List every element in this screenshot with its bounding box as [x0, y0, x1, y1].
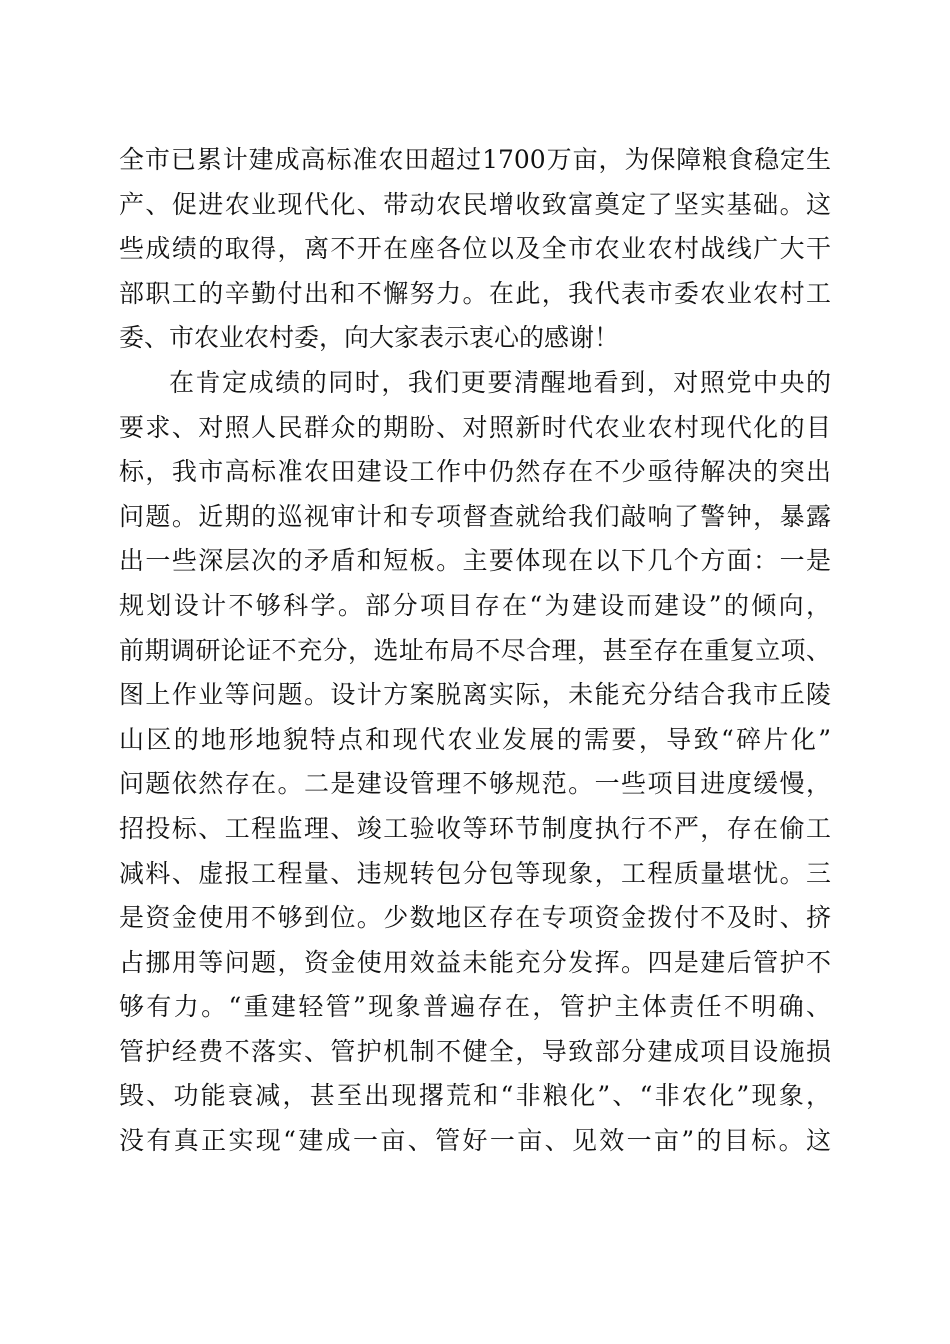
text-line: 毁、功能衰减，甚至出现撂荒和“非粮化”、“非农化”现象，	[119, 1081, 831, 1111]
text-line: 问题。近期的巡视审计和专项督查就给我们敲响了警钟，暴露	[119, 501, 831, 531]
text-line: 占挪用等问题，资金使用效益未能充分发挥。四是建后管护不	[119, 947, 831, 977]
text-line: 部职工的辛勤付出和不懈努力。在此，我代表市委农业农村工	[119, 278, 831, 308]
text-line: 问题依然存在。二是建设管理不够规范。一些项目进度缓慢，	[119, 769, 831, 799]
text-line: 些成绩的取得，离不开在座各位以及全市农业农村战线广大干	[119, 234, 831, 264]
body-text	[119, 138, 831, 1164]
text-line: 没有真正实现“建成一亩、管好一亩、见效一亩”的目标。这	[119, 1126, 831, 1156]
text-line: 全市已累计建成高标准农田超过1700万亩，为保障粮食稳定生	[119, 145, 831, 174]
text-line: 委、市农业农村委，向大家表示衷心的感谢！	[119, 323, 620, 353]
text-line: 标，我市高标准农田建设工作中仍然存在不少亟待解决的突出	[119, 457, 831, 487]
text-line: 山区的地形地貌特点和现代农业发展的需要，导致“碎片化”	[119, 724, 831, 754]
text-line: 前期调研论证不充分，选址布局不尽合理，甚至存在重复立项、	[119, 635, 831, 665]
text-line: 够有力。“重建轻管”现象普遍存在，管护主体责任不明确、	[119, 992, 831, 1022]
text-line: 要求、对照人民群众的期盼、对照新时代农业农村现代化的目	[119, 412, 831, 442]
text-line: 是资金使用不够到位。少数地区存在专项资金拨付不及时、挤	[119, 903, 831, 933]
text-line: 招投标、工程监理、竣工验收等环节制度执行不严，存在偷工	[119, 813, 831, 843]
paragraph-2	[119, 361, 831, 1164]
text-line: 图上作业等问题。设计方案脱离实际，未能充分结合我市丘陵	[119, 680, 831, 710]
text-line: 规划设计不够科学。部分项目存在“为建设而建设”的倾向，	[119, 590, 831, 620]
text-line: 出一些深层次的矛盾和短板。主要体现在以下几个方面：一是	[119, 546, 831, 576]
paragraph-1	[119, 138, 831, 361]
text-line: 减料、虚报工程量、违规转包分包等现象，工程质量堪忧。三	[119, 858, 831, 888]
text-line: 管护经费不落实、管护机制不健全，导致部分建成项目设施损	[119, 1036, 831, 1066]
text-line: 产、促进农业现代化、带动农民增收致富奠定了坚实基础。这	[119, 189, 831, 219]
text-line: 在肯定成绩的同时，我们更要清醒地看到，对照党中央的	[169, 367, 831, 397]
